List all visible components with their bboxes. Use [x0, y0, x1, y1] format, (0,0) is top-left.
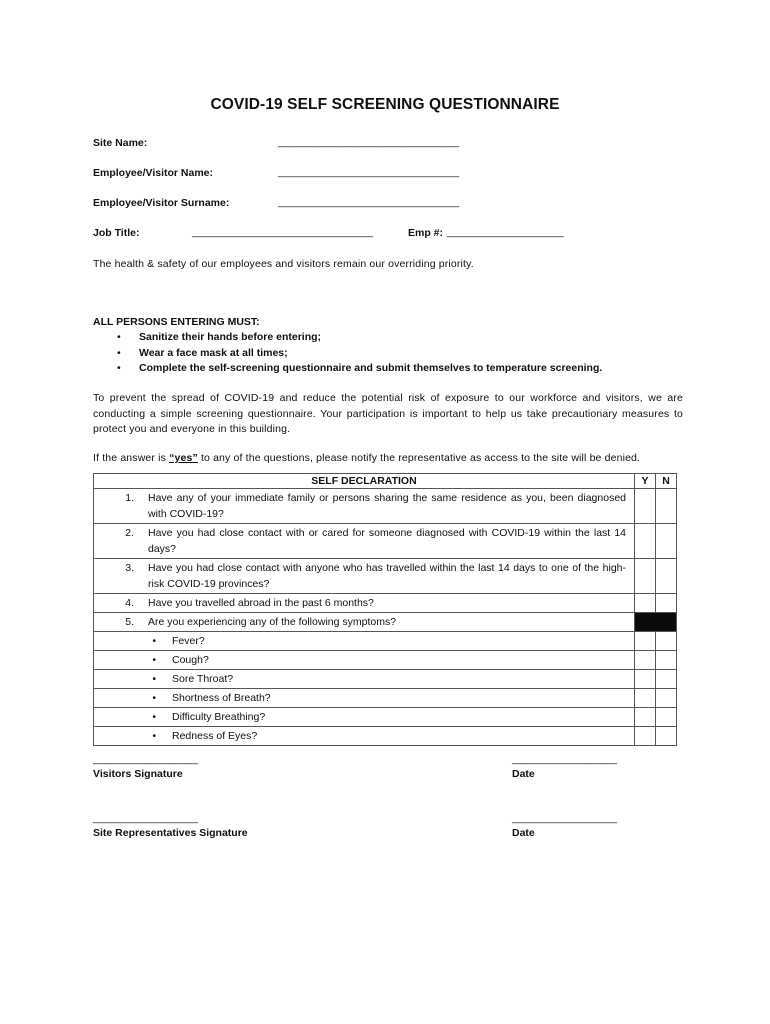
must-item: Sanitize their hands before entering; — [139, 331, 322, 343]
question-number: 4. — [125, 597, 134, 609]
visitor-date-line[interactable]: __________________ — [512, 753, 618, 765]
site-name-label: Site Name: — [93, 137, 148, 149]
question-text: Have you travelled abroad in the past 6 months? — [148, 597, 374, 609]
symptom-row — [94, 708, 677, 727]
symptom-row — [94, 651, 677, 670]
no-checkbox[interactable] — [656, 559, 677, 594]
symptom-row — [94, 670, 677, 689]
emp-number-field[interactable]: ____________________ — [447, 226, 564, 238]
job-title-field[interactable]: _______________________________ — [192, 226, 374, 238]
yes-checkbox[interactable] — [635, 524, 656, 559]
bullet-icon: • — [117, 362, 121, 374]
visitor-signature-label: Visitors Signature — [93, 768, 183, 780]
yes-checkbox[interactable] — [635, 594, 656, 613]
question-row — [94, 559, 677, 594]
table-header-row — [94, 474, 677, 489]
intro-paragraph: To prevent the spread of COVID-19 and reduce the potential risk of exposure to our workforce and visitors, we are conducting a simple screening questionnaire. Your participation is important to help us take precautionary measures to protect you and everyone in this building. — [93, 392, 683, 435]
table-header: SELF DECLARATION — [94, 474, 635, 489]
form-title: COVID-19 SELF SCREENING QUESTIONNAIRE — [210, 96, 560, 113]
no-checkbox[interactable] — [656, 594, 677, 613]
rep-signature-line[interactable]: __________________ — [93, 812, 199, 824]
rep-signature-label: Site Representatives Signature — [93, 827, 248, 839]
symptom-text: Fever? — [172, 635, 205, 647]
symptom-text: Cough? — [172, 654, 209, 666]
question-text: Have any of your immediate family or persons sharing the same residence as you, been diagnosed with COVID-19? — [148, 492, 626, 520]
question-row — [94, 489, 677, 524]
bullet-icon: • — [117, 331, 121, 343]
yes-checkbox[interactable] — [635, 689, 656, 708]
question-text: Have you had close contact with anyone who has travelled within the last 14 days to one of the high-risk COVID-19 provinces? — [148, 562, 626, 590]
question-number: 2. — [125, 527, 134, 539]
notice-before: If the answer is — [93, 452, 170, 464]
question-row — [94, 524, 677, 559]
yes-checkbox[interactable] — [635, 489, 656, 524]
yes-checkbox[interactable] — [635, 708, 656, 727]
question-number: 1. — [125, 492, 134, 504]
symptom-text: Difficulty Breathing? — [172, 711, 266, 723]
must-heading: ALL PERSONS ENTERING MUST: — [93, 316, 260, 328]
bullet-icon: • — [117, 347, 121, 359]
no-checkbox[interactable] — [656, 670, 677, 689]
n-header: N — [656, 474, 677, 489]
symptom-text: Redness of Eyes? — [172, 730, 258, 742]
employee-name-field[interactable]: _______________________________ — [278, 166, 460, 178]
bullet-icon: • — [152, 635, 156, 647]
no-checkbox[interactable] — [656, 489, 677, 524]
question-text: Are you experiencing any of the following symptoms? — [148, 616, 397, 628]
rep-date-label: Date — [512, 827, 535, 839]
symptom-row — [94, 727, 677, 746]
y-header: Y — [635, 474, 656, 489]
priority-statement: The health & safety of our employees and visitors remain our overriding priority. — [93, 258, 474, 270]
symptom-text: Sore Throat? — [172, 673, 234, 685]
must-item: Wear a face mask at all times; — [139, 347, 288, 359]
notice-text — [93, 451, 693, 467]
question-number: 3. — [125, 562, 134, 574]
no-checkbox[interactable] — [656, 708, 677, 727]
notice-after: to any of the questions, please notify the representative as access to the site will be denied. — [197, 452, 641, 464]
question-number: 5. — [125, 616, 134, 628]
notice-yes: “yes” — [169, 452, 198, 464]
question-text: Have you had close contact with or cared for someone diagnosed with COVID-19 within the last 14 days? — [148, 527, 626, 555]
symptom-text: Shortness of Breath? — [172, 692, 271, 704]
job-title-label: Job Title: — [93, 227, 140, 239]
shaded-cell — [635, 613, 677, 632]
site-name-field[interactable]: _______________________________ — [278, 136, 460, 148]
emp-number-label: Emp #: — [408, 227, 444, 239]
bullet-icon: • — [152, 711, 156, 723]
yes-checkbox[interactable] — [635, 727, 656, 746]
rep-date-line[interactable]: __________________ — [512, 812, 618, 824]
question-row — [94, 613, 677, 632]
no-checkbox[interactable] — [656, 524, 677, 559]
no-checkbox[interactable] — [656, 632, 677, 651]
no-checkbox[interactable] — [656, 727, 677, 746]
visitor-signature-line[interactable]: __________________ — [93, 753, 199, 765]
yes-checkbox[interactable] — [635, 670, 656, 689]
no-checkbox[interactable] — [656, 689, 677, 708]
yes-checkbox[interactable] — [635, 632, 656, 651]
must-item: Complete the self-screening questionnaire and submit themselves to temperature screening. — [139, 362, 603, 374]
self-declaration-table — [93, 473, 677, 746]
bullet-icon: • — [152, 673, 156, 685]
bullet-icon: • — [152, 730, 156, 742]
no-checkbox[interactable] — [656, 651, 677, 670]
employee-surname-field[interactable]: _______________________________ — [278, 196, 460, 208]
question-row — [94, 594, 677, 613]
bullet-icon: • — [152, 692, 156, 704]
yes-checkbox[interactable] — [635, 559, 656, 594]
bullet-icon: • — [152, 654, 156, 666]
visitor-date-label: Date — [512, 768, 535, 780]
employee-surname-label: Employee/Visitor Surname: — [93, 197, 230, 209]
yes-checkbox[interactable] — [635, 651, 656, 670]
employee-name-label: Employee/Visitor Name: — [93, 167, 214, 179]
symptom-row — [94, 689, 677, 708]
symptom-row — [94, 632, 677, 651]
